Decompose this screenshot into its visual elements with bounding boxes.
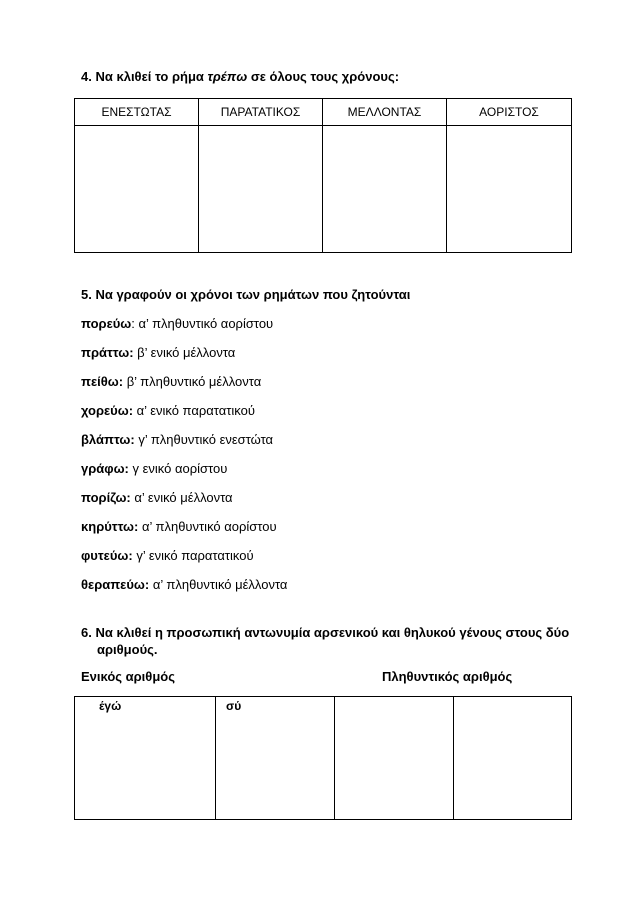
q5-item-6 <box>81 460 227 477</box>
header-aorist: ΑΟΡΙΣΤΟΣ <box>447 99 572 126</box>
q4-text-before: Να κλιθεί το ρήμα <box>95 69 204 84</box>
plural-label: Πληθυντικός αριθμός <box>382 669 513 684</box>
q5-item-desc: α’ πληθυντικό μέλλοντα <box>149 577 288 592</box>
q4-conjugation-table <box>74 98 572 253</box>
q5-item-verb: χορεύω: <box>81 403 134 418</box>
q5-item-verb: θεραπεύω: <box>81 577 150 592</box>
q5-item-verb: κηρύττω: <box>81 519 139 534</box>
q5-item-verb: πορίζω: <box>81 490 131 505</box>
header-future: ΜΕΛΛΟΝΤΑΣ <box>323 99 447 126</box>
answer-cell-future[interactable] <box>323 126 447 253</box>
q5-item-desc: β’ ενικό μέλλοντα <box>133 345 236 360</box>
q5-item-desc: α’ ενικό παρατατικού <box>133 403 255 418</box>
q5-item-2 <box>81 344 235 361</box>
q5-item-verb: πράττω: <box>81 345 134 360</box>
q4-header-row <box>75 99 572 126</box>
q5-item-verb: βλάπτω: <box>81 432 135 447</box>
q5-item-desc: γ’ ενικό παρατατικού <box>132 548 254 563</box>
q4-text-after: σε όλους τους χρόνους: <box>250 69 400 84</box>
q5-item-10 <box>81 576 287 593</box>
pronoun-cell-sy[interactable]: σύ <box>216 697 335 820</box>
q6-pronoun-table <box>74 696 572 820</box>
pronoun-cell-plural-1[interactable] <box>335 697 454 820</box>
q6-row <box>75 697 572 820</box>
q5-title: 5. Να γραφούν οι χρόνοι των ρημάτων που ζητούνται <box>81 287 411 302</box>
q5-item-desc: α’ πληθυντικό αορίστου <box>134 316 274 331</box>
q4-number: 4. <box>81 69 92 84</box>
q5-item-9 <box>81 547 254 564</box>
q6-title-line-2: αριθμούς. <box>97 642 158 657</box>
q5-item-4 <box>81 402 255 419</box>
q5-item-desc: α’ ενικό μέλλοντα <box>130 490 233 505</box>
q5-item-desc: α’ πληθυντικό αορίστου <box>138 519 277 534</box>
answer-cell-imperfect[interactable] <box>199 126 323 253</box>
pronoun-cell-plural-2[interactable] <box>454 697 572 820</box>
q4-verb: τρέπω <box>207 69 248 84</box>
q5-item-8 <box>81 518 277 535</box>
q5-item-verb: πορεύω <box>81 316 132 331</box>
q5-item-verb: γράφω: <box>81 461 129 476</box>
q6-title-line-1: 6. Να κλιθεί η προσωπική αντωνυμία αρσενικού και θηλυκού γένους στους δύο <box>81 625 570 640</box>
q5-item-desc: γ’ πληθυντικό ενεστώτα <box>134 432 274 447</box>
header-imperfect: ΠΑΡΑΤΑΤΙΚΟΣ <box>199 99 323 126</box>
q5-item-1: πορεύω: α’ πληθυντικό αορίστου <box>81 316 274 331</box>
q5-item-verb: φυτεύω: <box>81 548 133 563</box>
q5-item-desc: β’ πληθυντικό μέλλοντα <box>123 374 262 389</box>
singular-label: Ενικός αριθμός <box>81 669 175 684</box>
q4-title <box>81 68 399 85</box>
q5-item-3 <box>81 373 261 390</box>
q5-item-7 <box>81 489 233 506</box>
q4-answer-row <box>75 126 572 253</box>
q5-item-verb: πείθω: <box>81 374 124 389</box>
header-present: ΕΝΕΣΤΩΤΑΣ <box>75 99 199 126</box>
q5-item-desc: γ ενικό αορίστου <box>128 461 228 476</box>
answer-cell-aorist[interactable] <box>447 126 572 253</box>
q5-item-5 <box>81 431 273 448</box>
pronoun-cell-ego[interactable]: έγώ <box>75 697 216 820</box>
answer-cell-present[interactable] <box>75 126 199 253</box>
